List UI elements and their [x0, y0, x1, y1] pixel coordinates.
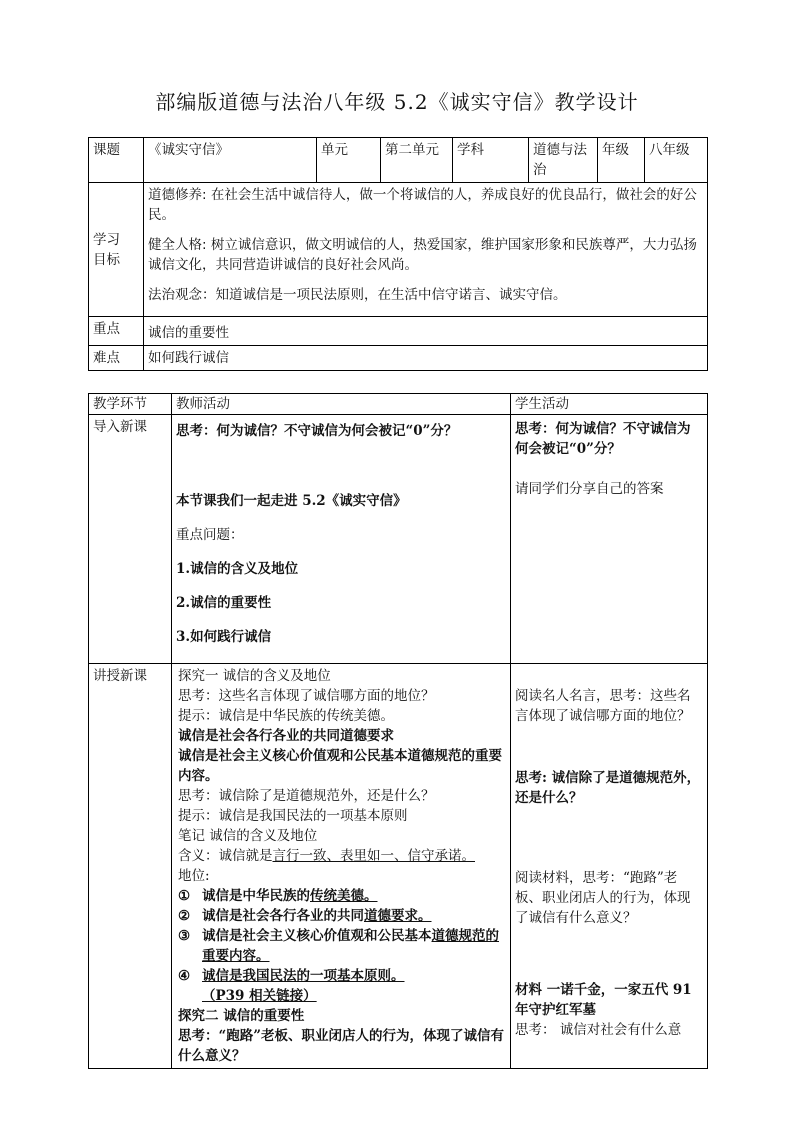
intro-student	[511, 415, 708, 664]
student-line: 阅读名人名言，思考：这些名言体现了诚信哪方面的地位？	[515, 688, 691, 724]
status-text: 诚信是中华民族的	[202, 888, 310, 904]
item-number: ①	[178, 888, 191, 904]
goals-cell	[144, 183, 708, 317]
intro-stage: 导入新课	[89, 415, 172, 664]
item-number: ②	[178, 908, 191, 924]
teach-line: 思考：“跑路”老板、职业闭店人的行为，体现了诚信有什么意义？	[178, 1028, 505, 1064]
item-number: ④	[178, 968, 191, 984]
teach-line: 地位:	[178, 868, 210, 884]
intro-teacher-line: 本节课我们一起走进 5.2《诚实守信》	[176, 493, 407, 509]
goal-item: 道德修养: 在社会生活中诚信待人，做一个将诚信的人，养成良好的优良品行，做社会的好公民。	[148, 187, 697, 223]
teach-line: 笔记 诚信的含义及地位	[178, 828, 318, 844]
intro-teacher	[172, 415, 511, 664]
student-line: 阅读材料，思考：“跑路”老板、职业闭店人的行为，体现了诚信有什么意义？	[515, 870, 691, 926]
status-underlined: 道德要求。	[364, 908, 432, 924]
intro-teacher-line: 2.诚信的重要性	[176, 595, 272, 611]
teach-line: 思考：诚信除了是道德规范外，还是什么？	[178, 788, 435, 804]
status-item	[178, 966, 506, 1006]
status-text: 诚信是我国民法的一项基本原则。	[202, 968, 405, 984]
teach-line: 思考：这些名言体现了诚信哪方面的地位？	[178, 688, 435, 704]
goals-label-text: 学习目标	[93, 231, 120, 268]
header-teacher: 教师活动	[172, 394, 511, 415]
key-value: 诚信的重要性	[144, 317, 708, 346]
student-line: 思考: 诚信除了是道德规范外，还是什么？	[515, 770, 701, 806]
teach-line: 提示：诚信是中华民族的传统美德。	[178, 708, 394, 724]
status-text: 诚信是社会各行各业的共同	[202, 908, 364, 924]
header-student: 学生活动	[511, 394, 708, 415]
status-underlined: 传统美德。	[310, 888, 378, 904]
header-stage: 教学环节	[89, 394, 172, 415]
key-label: 重点	[89, 317, 144, 346]
teach-student	[511, 664, 708, 1069]
teach-stage: 讲授新课	[89, 664, 172, 1069]
lesson-info-table	[88, 137, 708, 371]
status-item	[178, 886, 506, 906]
intro-student-line: 思考：何为诚信？不守诚信为何会被记“0”分？	[515, 421, 691, 457]
teach-line: 探究二 诚信的重要性	[178, 1008, 305, 1024]
difficulty-value: 如何践行诚信	[144, 346, 708, 371]
teach-teacher	[172, 664, 511, 1069]
teach-line: 诚信是社会主义核心价值观和公民基本道德规范的重要内容。	[178, 748, 502, 784]
intro-teacher-line: 3.如何践行诚信	[176, 629, 272, 645]
meaning-underlined: 言行一致、表里如一、信守承诺。	[272, 848, 475, 864]
status-underlined: 道德规范的重要内容。	[202, 928, 499, 964]
status-underlined: （P39 相关链接）	[202, 988, 317, 1004]
goal-item: 健全人格: 树立诚信意识，做文明诚信的人，热爱国家，维护国家形象和民族尊严，大力弘扬诚信文化，共同营造讲诚信的良好社会风尚。	[148, 237, 697, 273]
status-item	[178, 906, 506, 926]
teach-line: 提示：诚信是我国民法的一项基本原则	[178, 808, 408, 824]
student-line: 思考： 诚信对社会有什么意	[515, 1022, 682, 1038]
intro-teacher-line	[176, 455, 506, 477]
item-number: ③	[178, 928, 191, 944]
intro-student-line: 请同学们分享自己的答案	[515, 481, 664, 497]
unit-value: 第二单元	[381, 138, 453, 183]
intro-teacher-line: 1.诚信的含义及地位	[176, 561, 299, 577]
teach-line: 诚信是社会各行各业的共同道德要求	[178, 728, 394, 744]
teach-line: 探究一 诚信的含义及地位	[178, 668, 331, 684]
subject-value: 道德与法治	[529, 138, 598, 183]
unit-label: 单元	[317, 138, 381, 183]
intro-teacher-line: 思考：何为诚信？不守诚信为何会被记“0”分？	[176, 423, 458, 439]
page-title: 部编版道德与法治八年级 5.2《诚实守信》教学设计	[155, 90, 639, 114]
difficulty-label: 难点	[89, 346, 144, 371]
intro-teacher-line: 重点问题：	[176, 527, 244, 543]
status-item	[178, 926, 506, 966]
teach-line	[178, 846, 506, 866]
subject-label: 学科	[453, 138, 529, 183]
goal-item: 法治观念：知道诚信是一项民法原则，在生活中信守诺言、诚实守信。	[148, 287, 567, 303]
meaning-prefix: 含义：诚信就是	[178, 848, 273, 864]
course-value: 《诚实守信》	[144, 138, 317, 183]
course-label: 课题	[89, 138, 144, 183]
goals-label	[89, 183, 144, 317]
process-table	[88, 393, 708, 1069]
grade-label: 年级	[598, 138, 645, 183]
status-text: 诚信是社会主义核心价值观和公民基本	[202, 928, 432, 944]
grade-value: 八年级	[645, 138, 708, 183]
student-line: 材料 一诺千金，一家五代 91 年守护红军墓	[515, 982, 692, 1018]
